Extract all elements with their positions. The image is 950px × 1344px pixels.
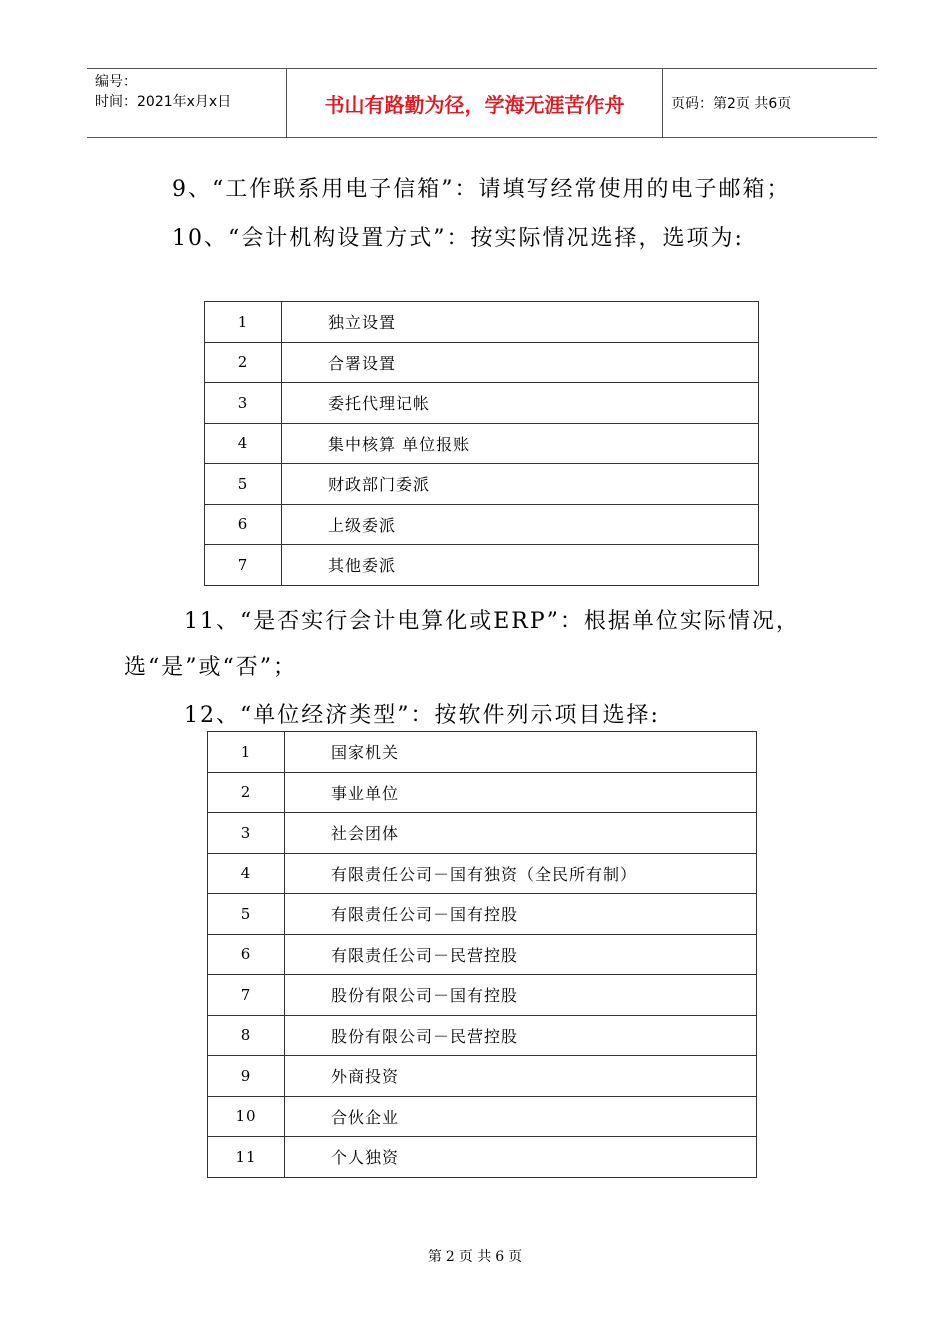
option-text: 外商投资 (285, 1056, 757, 1097)
table-row (205, 464, 759, 505)
option-text: 合署设置 (282, 342, 759, 383)
option-text: 集中核算 单位报账 (282, 423, 759, 464)
footer-prefix: 第 (427, 1249, 442, 1265)
table-row (208, 772, 757, 813)
table-row (208, 1137, 757, 1178)
option-text: 社会团体 (285, 813, 757, 854)
option-number: 8 (208, 1015, 285, 1056)
option-text: 有限责任公司－民营控股 (285, 934, 757, 975)
option-text: 事业单位 (285, 772, 757, 813)
table-row (205, 302, 759, 343)
page-footer (0, 1246, 950, 1266)
table-row (208, 894, 757, 935)
paragraph-11-line2: 选“是”或“否”； (124, 655, 297, 680)
footer-total-pages: 6 (495, 1249, 505, 1265)
table-row (208, 853, 757, 894)
paragraph-11-line1: 11、“是否实行会计电算化或ERP”：根据单位实际情况， (184, 609, 800, 634)
paragraph-10: 10、“会计机构设置方式”：按实际情况选择，选项为: (172, 226, 744, 251)
option-number: 2 (208, 772, 285, 813)
doc-time-label: 时间：2021年x月x日 (95, 94, 232, 110)
option-number: 5 (208, 894, 285, 935)
option-number: 6 (208, 934, 285, 975)
doc-number-label: 编号： (95, 74, 137, 90)
option-text: 股份有限公司－国有控股 (285, 975, 757, 1016)
option-text: 有限责任公司－国有独资（全民所有制） (285, 853, 757, 894)
table-row (208, 732, 757, 773)
option-number: 4 (205, 423, 282, 464)
option-number: 2 (205, 342, 282, 383)
option-text: 上级委派 (282, 504, 759, 545)
option-text: 其他委派 (282, 545, 759, 586)
table-row (205, 383, 759, 424)
table-row (205, 545, 759, 586)
option-number: 7 (205, 545, 282, 586)
table-row (208, 1015, 757, 1056)
page-header (87, 68, 877, 138)
table-row (205, 423, 759, 464)
table-row (208, 975, 757, 1016)
option-number: 6 (205, 504, 282, 545)
option-number: 11 (208, 1137, 285, 1178)
option-number: 7 (208, 975, 285, 1016)
table-row (208, 813, 757, 854)
table-row (205, 342, 759, 383)
option-number: 3 (205, 383, 282, 424)
header-page-label: 页码：第2页 共6页 (671, 96, 792, 112)
option-text: 股份有限公司－民营控股 (285, 1015, 757, 1056)
option-text: 个人独资 (285, 1137, 757, 1178)
option-text: 合伙企业 (285, 1096, 757, 1137)
footer-mid: 页 共 (458, 1249, 492, 1265)
footer-suffix: 页 (508, 1249, 523, 1265)
option-text: 国家机关 (285, 732, 757, 773)
table-row (208, 934, 757, 975)
option-number: 1 (205, 302, 282, 343)
table-row (208, 1096, 757, 1137)
option-number: 5 (205, 464, 282, 505)
option-text: 独立设置 (282, 302, 759, 343)
table-row (208, 1056, 757, 1097)
option-text: 财政部门委派 (282, 464, 759, 505)
option-number: 1 (208, 732, 285, 773)
paragraph-12: 12、“单位经济类型”：按软件列示项目选择: (184, 703, 660, 728)
economic-type-table (207, 731, 757, 1178)
header-meta (87, 69, 287, 137)
header-motto: 书山有路勤为径，学海无涯苦作舟 (287, 69, 663, 137)
setup-method-table (204, 301, 759, 586)
option-text: 委托代理记帐 (282, 383, 759, 424)
option-number: 10 (208, 1096, 285, 1137)
table-row (205, 504, 759, 545)
option-text: 有限责任公司－国有控股 (285, 894, 757, 935)
option-number: 3 (208, 813, 285, 854)
option-number: 9 (208, 1056, 285, 1097)
option-number: 4 (208, 853, 285, 894)
paragraph-9: 9、“工作联系用电子信箱”：请填写经常使用的电子邮箱； (172, 177, 791, 202)
footer-current-page: 2 (445, 1249, 455, 1265)
